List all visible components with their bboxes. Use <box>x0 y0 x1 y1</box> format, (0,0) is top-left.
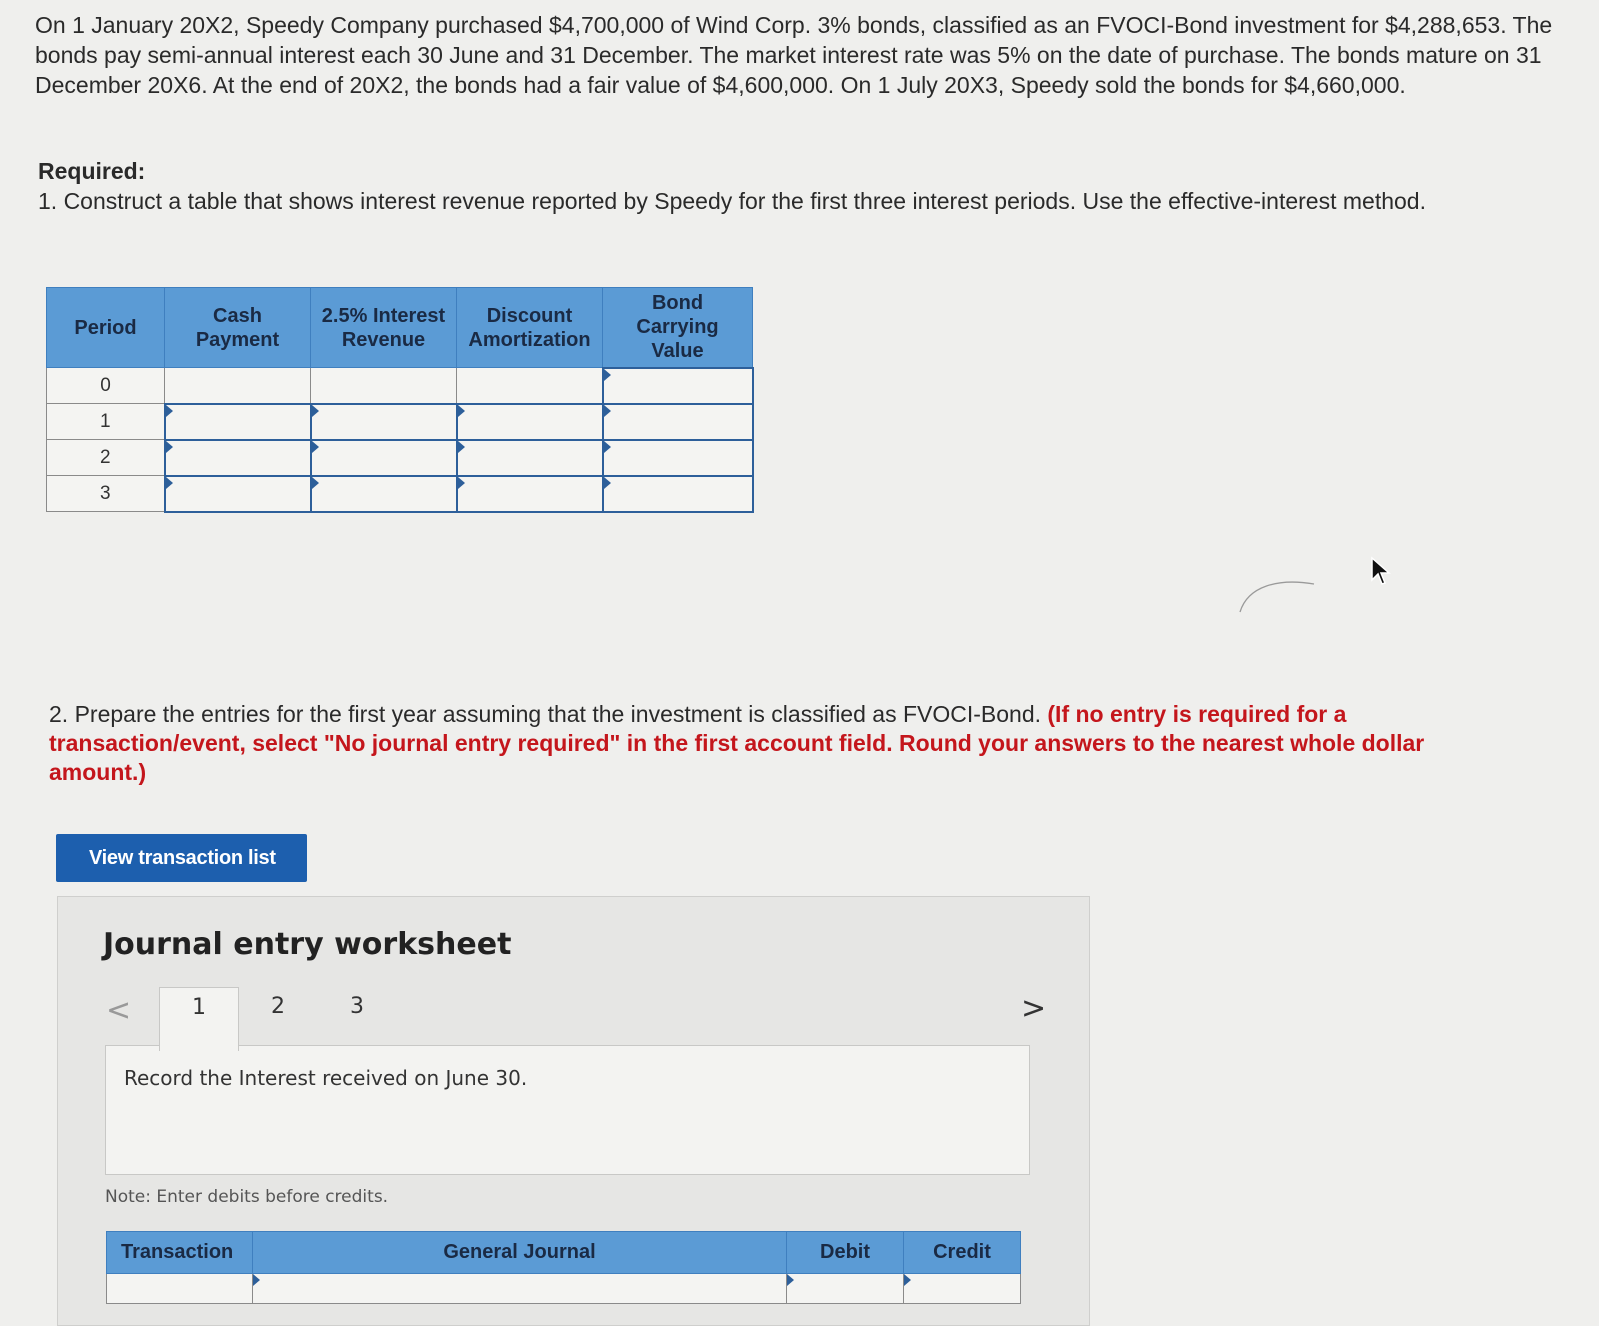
interest-table <box>46 287 754 513</box>
table-row <box>47 368 753 404</box>
cash-payment-input[interactable] <box>165 476 311 512</box>
debit-input[interactable] <box>787 1274 904 1304</box>
worksheet-title: Journal entry worksheet <box>103 927 512 962</box>
interest-table-header <box>47 288 753 368</box>
worksheet-note: Note: Enter debits before credits. <box>105 1187 389 1207</box>
required-heading: Required: <box>38 158 146 184</box>
header-period: Period <box>47 288 165 368</box>
bond-carrying-value-input[interactable] <box>603 368 753 404</box>
requirement-2-instructions: (If no entry is required for a transaction/event, select "No journal entry required" in the first account field. Round your answers to the nearest whole dollar amount.) <box>49 701 1425 785</box>
table-row <box>47 404 753 440</box>
cash-payment-input[interactable] <box>165 404 311 440</box>
table-row <box>47 476 753 512</box>
account-select[interactable] <box>253 1274 787 1304</box>
worksheet-instruction: Record the Interest received on June 30. <box>124 1066 528 1090</box>
requirement-2 <box>49 700 1499 787</box>
journal-row <box>107 1274 1021 1304</box>
period-cell: 2 <box>47 440 165 476</box>
header-credit: Credit <box>904 1232 1021 1274</box>
stray-pen-mark <box>1238 576 1318 616</box>
view-transaction-list-button[interactable]: View transaction list <box>56 834 307 882</box>
chevron-left-icon[interactable]: < <box>106 993 132 1028</box>
problem-intro: On 1 January 20X2, Speedy Company purchased $4,700,000 of Wind Corp. 3% bonds, classified as an FVOCI-Bond investment for $4,288,653. The bonds pay semi-annual interest each 30 June and 31 December. The market interest rate was 5% on the date of purchase. The bonds mature on 31 December 20X6. At the end of 20X2, the bonds had a fair value of $4,600,000. On 1 July 20X3, Speedy sold the bonds for $4,660,000. <box>35 12 1553 98</box>
discount-amortization-input[interactable] <box>457 404 603 440</box>
journal-entry-worksheet <box>57 896 1090 1326</box>
header-general-journal: General Journal <box>253 1232 787 1274</box>
bond-carrying-value-input[interactable] <box>603 476 753 512</box>
header-bond-carrying-value: Bond Carrying Value <box>603 288 753 368</box>
credit-input[interactable] <box>904 1274 1021 1304</box>
interest-revenue-cell <box>311 368 457 404</box>
cash-payment-input[interactable] <box>165 440 311 476</box>
worksheet-tab-2[interactable]: 2 <box>271 994 285 1019</box>
bond-carrying-value-input[interactable] <box>603 404 753 440</box>
header-discount-amortization: Discount Amortization <box>457 288 603 368</box>
transaction-cell <box>107 1274 253 1304</box>
worksheet-instruction-box <box>105 1045 1030 1175</box>
discount-amortization-cell <box>457 368 603 404</box>
worksheet-tab-1[interactable]: 1 <box>159 987 239 1051</box>
bond-carrying-value-input[interactable] <box>603 440 753 476</box>
general-journal-table <box>106 1231 1021 1304</box>
mouse-cursor-icon <box>1370 556 1392 586</box>
table-row <box>47 440 753 476</box>
header-transaction: Transaction <box>107 1232 253 1274</box>
interest-revenue-input[interactable] <box>311 440 457 476</box>
cash-payment-cell <box>165 368 311 404</box>
journal-header-row <box>107 1232 1021 1274</box>
header-debit: Debit <box>787 1232 904 1274</box>
header-interest-revenue: 2.5% Interest Revenue <box>311 288 457 368</box>
discount-amortization-input[interactable] <box>457 440 603 476</box>
chevron-right-icon[interactable]: > <box>1021 991 1047 1026</box>
header-cash-payment: Cash Payment <box>165 288 311 368</box>
period-cell: 1 <box>47 404 165 440</box>
interest-revenue-input[interactable] <box>311 404 457 440</box>
requirement-2-text: 2. Prepare the entries for the first year assuming that the investment is classified as FVOCI-Bond. <box>49 701 1041 727</box>
discount-amortization-input[interactable] <box>457 476 603 512</box>
period-cell: 3 <box>47 476 165 512</box>
interest-revenue-input[interactable] <box>311 476 457 512</box>
requirement-1: 1. Construct a table that shows interest revenue reported by Speedy for the first three interest periods. Use the effective-interest method. <box>38 188 1426 214</box>
period-cell: 0 <box>47 368 165 404</box>
worksheet-tab-3[interactable]: 3 <box>350 994 364 1019</box>
